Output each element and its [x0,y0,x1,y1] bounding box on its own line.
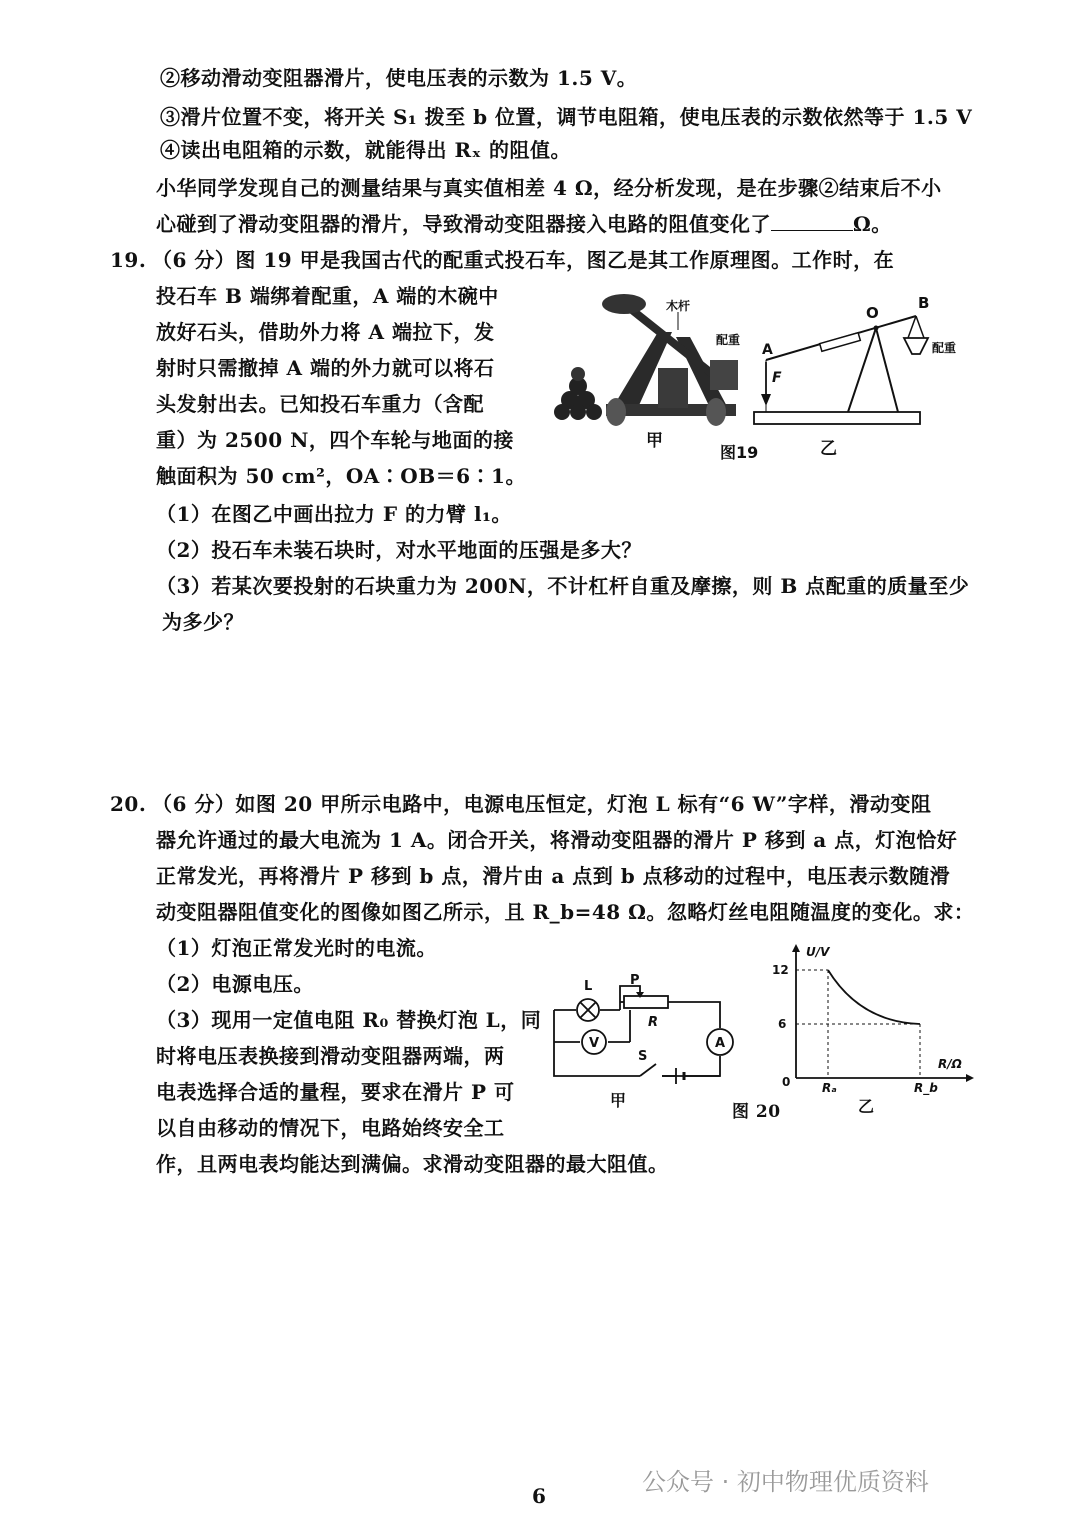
q19-body-line: 触面积为 50 cm²，OA∶OB＝6∶1。 [156,464,526,488]
y-axis-label: U/V [806,945,830,959]
tick-rb: R_b [914,1081,938,1095]
tick-ra: Rₐ [822,1081,837,1095]
q20-sub2: （2）电源电压。 [156,972,314,996]
label-V: V [589,1036,600,1051]
q20-sub1: （1）灯泡正常发光时的电流。 [156,936,437,960]
q20-intro: （6 分）如图 20 甲所示电路中，电源电压恒定，灯泡 L 标有“6 W”字样，滑动变阻 [152,792,932,816]
answer-blank [771,210,853,231]
series-line [828,970,920,1024]
label-P: P [630,973,640,988]
q19-body-line: 头发射出去。已知投石车重力（含配 [156,392,484,416]
note-line-2-text: 心碰到了滑动变阻器的滑片，导致滑动变阻器接入电路的阻值变化了 [156,212,771,236]
tick-y-6: 6 [778,1017,787,1031]
label-O: O [866,304,879,322]
graph-label-yi: 乙 [858,1097,875,1116]
circuit-label-jia: 甲 [610,1091,627,1110]
label-R: R [648,1015,659,1030]
label-A-meter: A [715,1036,726,1051]
q20-number: 20. [110,792,147,816]
watermark: 公众号 · 初中物理优质资料 [642,1468,929,1496]
q19-sub1: （1）在图乙中画出拉力 F 的力臂 l₁。 [156,502,512,526]
q19-body-line: 投石车 B 端绑着配重，A 端的木碗中 [156,284,499,308]
label-F: F [772,370,782,386]
note-unit: Ω。 [853,212,892,236]
circuit-diagram [540,972,760,1122]
q19-body-line: 射时只需撤掉 A 端的外力就可以将石 [156,356,495,380]
q20-sub3-line: 时将电压表换接到滑动变阻器两端，两 [156,1044,505,1068]
label-A: A [762,342,773,358]
page-number: 6 [532,1484,546,1508]
q20-line: 正常发光，再将滑片 P 移到 b 点，滑片由 a 点到 b 点移动的过程中，电压表示数随滑 [156,864,951,888]
q20-sub3-line: 以自由移动的情况下，电路始终安全工 [156,1116,505,1140]
figure-20-caption: 图 20 [732,1102,781,1122]
tick-origin: 0 [782,1075,791,1089]
label-S: S [638,1049,648,1064]
q20-sub3-line: （3）现用一定值电阻 R₀ 替换灯泡 L，同 [156,1008,542,1032]
label-L: L [584,979,593,994]
ur-graph [770,940,980,1120]
label-mugan: 木杆 [666,299,691,313]
step-2: ②移动滑动变阻器滑片，使电压表的示数为 1.5 V。 [160,66,638,90]
label-B: B [918,294,930,312]
label-peizhong: 配重 [716,333,741,347]
figure-19-caption: 图19 [720,443,759,462]
tick-y-12: 12 [772,963,789,977]
q19-sub3-line2: 为多少？ [162,610,244,634]
label-yi: 乙 [820,439,837,459]
q19-intro: （6 分）图 19 甲是我国古代的配重式投石车，图乙是其工作原理图。工作时，在 [152,248,895,272]
q20-line: 动变阻器阻值变化的图像如图乙所示，且 R_b=48 Ω。忽略灯丝电阻随温度的变化。求： [156,900,975,924]
q20-sub3-last: 作，且两电表均能达到满偏。求滑动变阻器的最大阻值。 [156,1152,669,1176]
label-jia: 甲 [646,431,663,451]
q19-sub3-line1: （3）若某次要投射的石块重力为 200N，不计杠杆自重及摩擦，则 B 点配重的质量至少 [156,574,970,598]
q20-sub3-line: 电表选择合适的量程，要求在滑片 P 可 [156,1080,515,1104]
q19-body-line: 放好石头，借助外力将 A 端拉下，发 [156,320,495,344]
q19-number: 19. [110,248,147,272]
x-axis-label: R/Ω [938,1057,962,1071]
note-line-1: 小华同学发现自己的测量结果与真实值相差 4 Ω，经分析发现，是在步骤②结束后不小 [156,176,942,200]
catapult-illustration [554,294,741,426]
step-3: ③滑片位置不变，将开关 S₁ 拨至 b 位置，调节电阻箱，使电压表的示数依然等于 1.5 V [160,105,973,129]
figure-19 [540,282,980,472]
q19-sub2: （2）投石车未装石块时，对水平地面的压强是多大？ [156,538,642,562]
q20-line: 器允许通过的最大电流为 1 A。闭合开关，将滑动变阻器的滑片 P 移到 a 点，灯泡恰好 [156,828,958,852]
label-weight: 配重 [932,341,957,355]
step-4: ④读出电阻箱的示数，就能得出 Rₓ 的阻值。 [160,138,572,162]
q19-body-line: 重）为 2500 N，四个车轮与地面的接 [156,428,514,452]
note-line-2 [156,210,892,238]
